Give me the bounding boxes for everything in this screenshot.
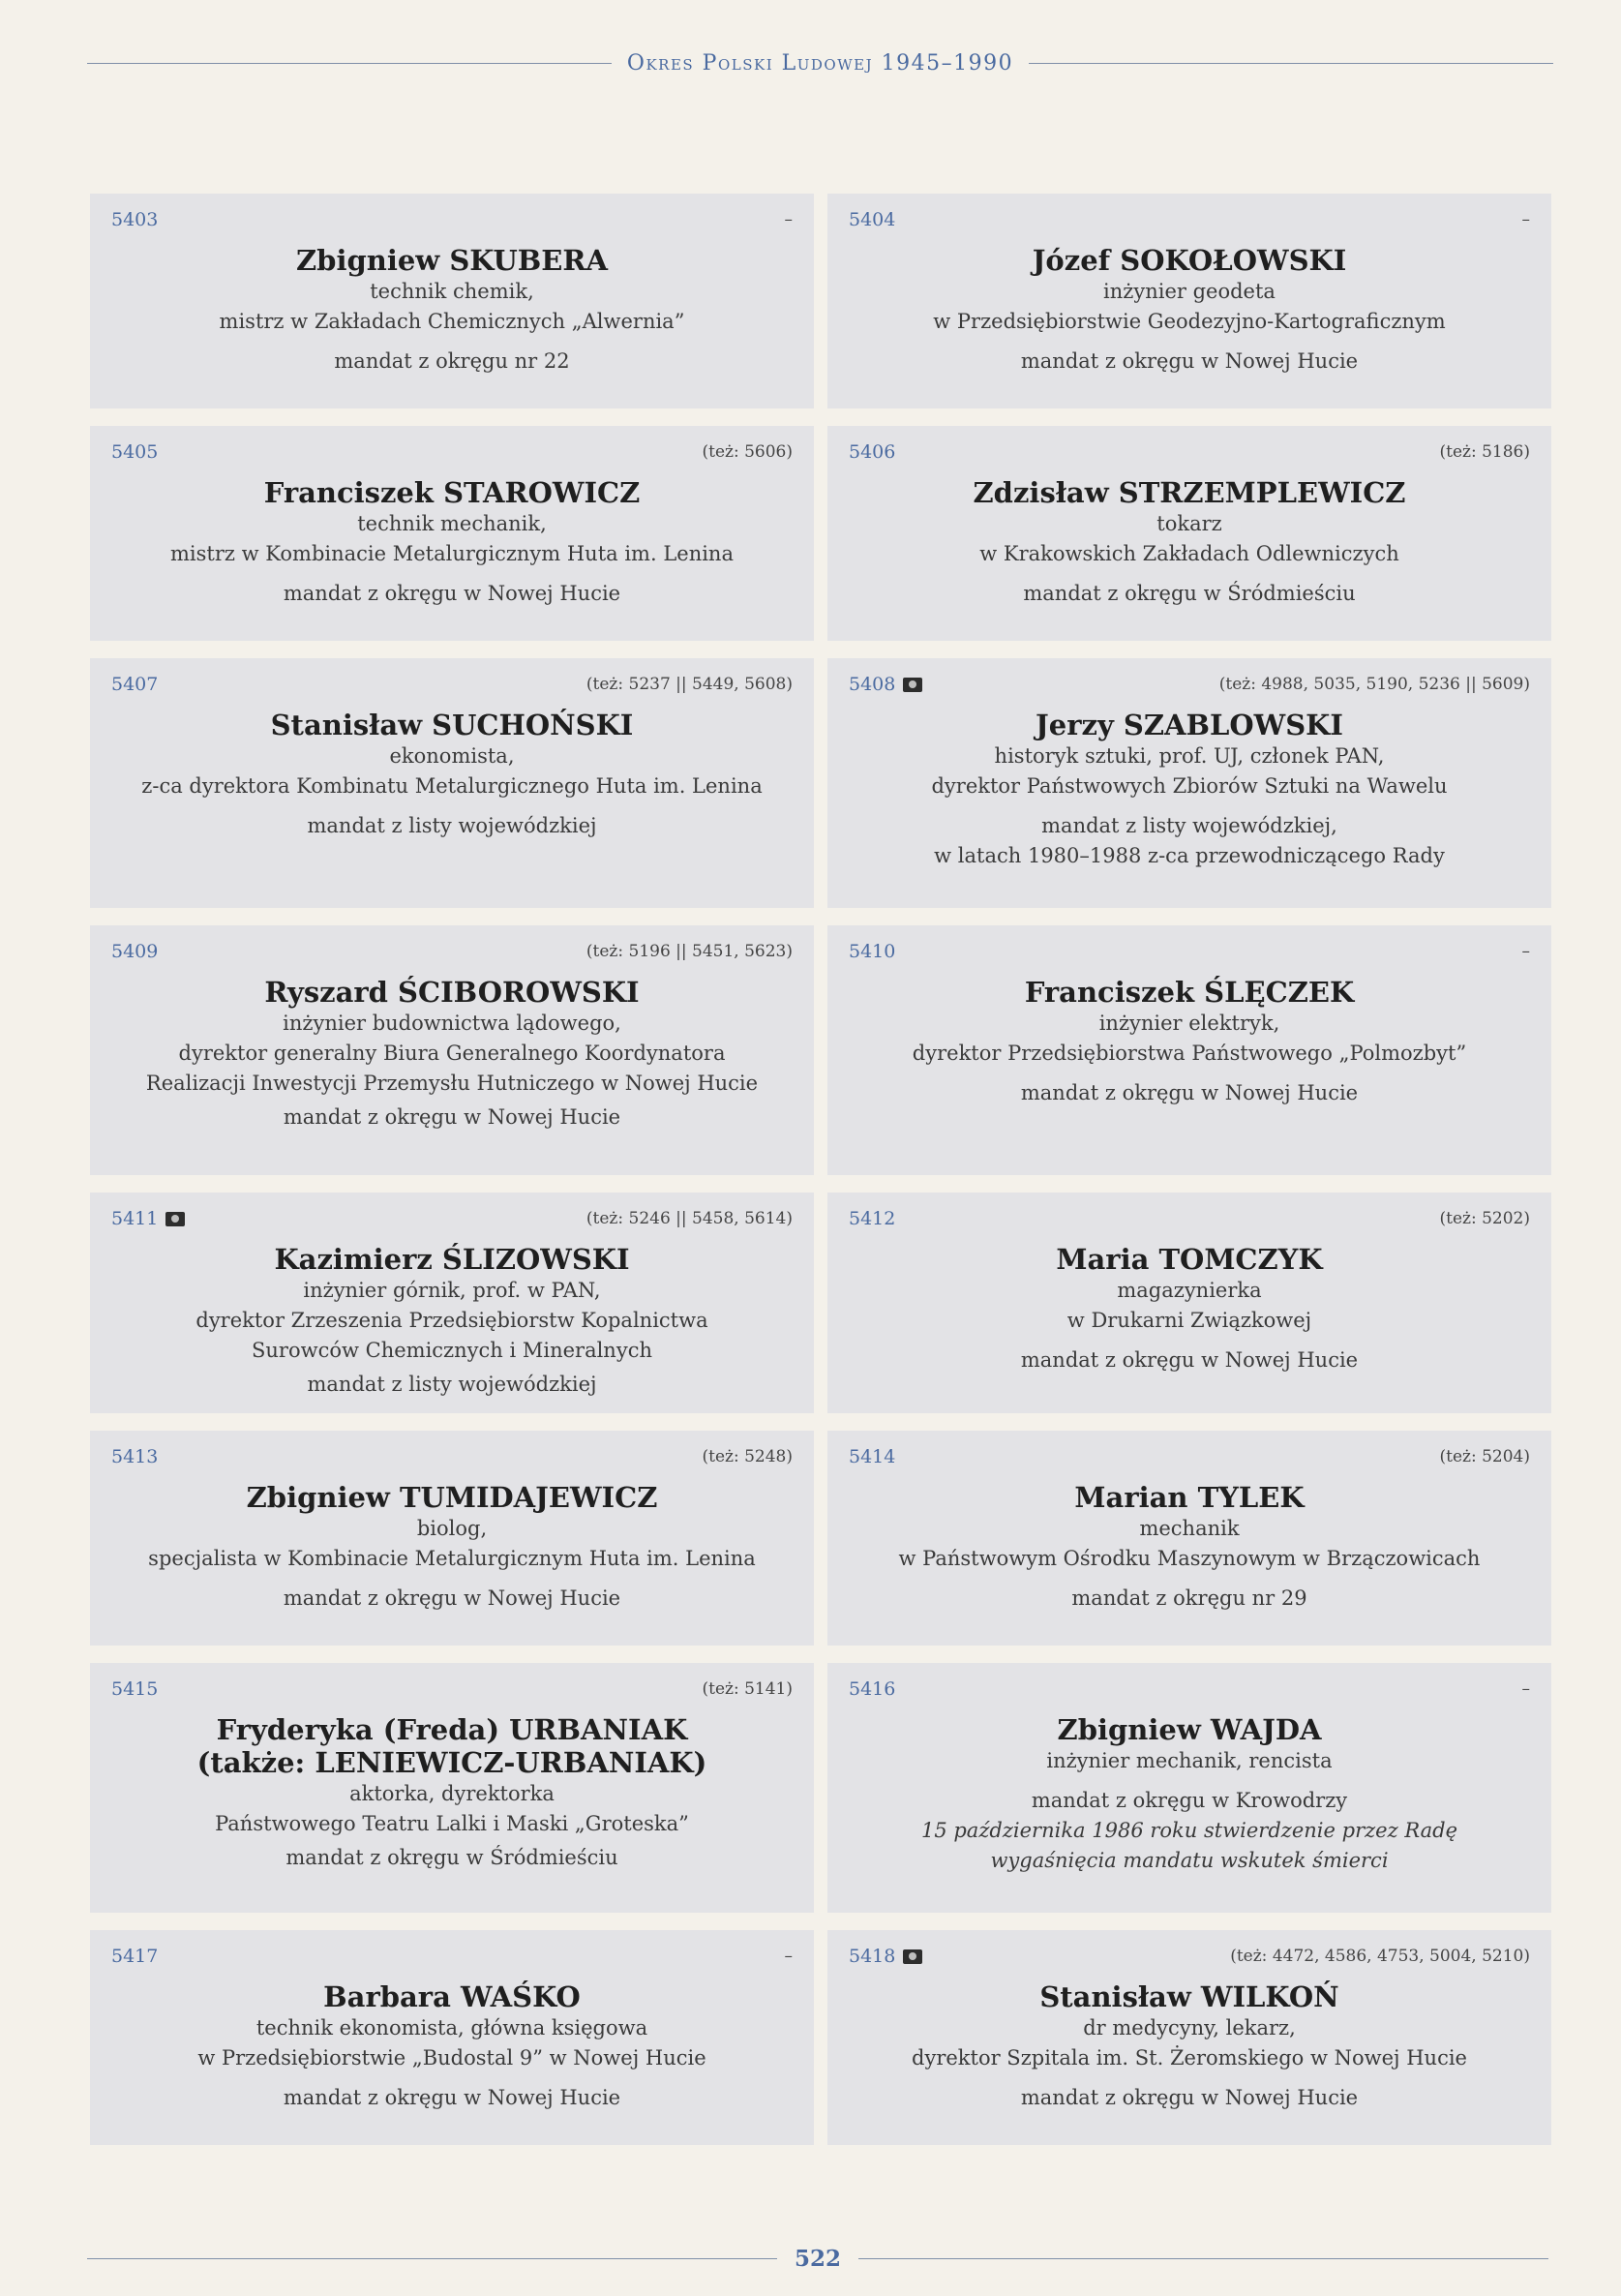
entry-line: dyrektor Przedsiębiorstwa Państwowego „Polmozbyt” xyxy=(912,1042,1467,1065)
entry-crossref: – xyxy=(1521,210,1530,229)
entry-mandate: mandat z okręgu w Nowej Hucie xyxy=(283,2086,621,2109)
entry-number: 5408 xyxy=(849,674,896,695)
entry-name: Stanisław WILKOŃ xyxy=(1039,1980,1339,2013)
entry-name: Barbara WAŚKO xyxy=(323,1980,581,2013)
entry-line: dr medycyny, lekarz, xyxy=(1083,2016,1296,2039)
entry-mandate: mandat z okręgu w Nowej Hucie xyxy=(283,582,621,605)
entry-card-5410 xyxy=(827,925,1551,1175)
entry-mandate: mandat z okręgu w Nowej Hucie xyxy=(1020,2086,1359,2109)
entry-card-5417 xyxy=(90,1930,814,2145)
entry-crossref: – xyxy=(1521,1679,1530,1699)
running-header xyxy=(87,48,1553,77)
entry-mandate: mandat z listy wojewódzkiej xyxy=(307,1373,597,1396)
entry-card-5406 xyxy=(827,426,1551,641)
entry-mandate: mandat z okręgu w Nowej Hucie xyxy=(283,1586,621,1610)
entry-note: 15 października 1986 roku stwierdzenie przez Radę xyxy=(920,1819,1458,1842)
entry-card-5415 xyxy=(90,1663,814,1913)
entry-line: mechanik xyxy=(1139,1517,1240,1540)
entry-card-5409 xyxy=(90,925,814,1175)
entry-crossref: (też: 5141) xyxy=(702,1679,793,1699)
entry-mandate: mandat z okręgu w Krowodrzy xyxy=(1031,1789,1348,1812)
header-rule-left xyxy=(87,63,612,64)
entry-line: magazynierka xyxy=(1117,1279,1262,1302)
entry-line: technik ekonomista, główna księgowa xyxy=(255,2016,648,2039)
entry-mandate: mandat z okręgu nr 29 xyxy=(1071,1586,1307,1610)
entry-number: 5409 xyxy=(111,941,159,962)
entry-card-5404 xyxy=(827,194,1551,408)
camera-icon xyxy=(903,678,922,692)
entry-line: technik mechanik, xyxy=(357,512,547,535)
entry-line: mistrz w Kombinacie Metalurgicznym Huta im. Lenina xyxy=(170,542,734,565)
entry-crossref: (też: 5186) xyxy=(1439,442,1530,462)
entry-line: mistrz w Zakładach Chemicznych „Alwernia” xyxy=(219,310,685,333)
entry-line: inżynier budownictwa lądowego, xyxy=(283,1012,621,1035)
camera-icon xyxy=(903,1949,922,1964)
entry-card-5411 xyxy=(90,1193,814,1413)
entry-name: Józef SOKOŁOWSKI xyxy=(1032,244,1347,277)
footer-rule-right xyxy=(858,2258,1548,2259)
entry-line: w Przedsiębiorstwie Geodezyjno-Kartograficznym xyxy=(933,310,1446,333)
entry-name: Franciszek ŚLĘCZEK xyxy=(1024,976,1355,1009)
entry-number: 5405 xyxy=(111,441,159,463)
entry-crossref: – xyxy=(1521,942,1530,961)
entry-mandate: mandat z okręgu w Nowej Hucie xyxy=(283,1105,621,1129)
entry-name: Stanisław SUCHOŃSKI xyxy=(270,709,634,741)
entry-line: w Drukarni Związkowej xyxy=(1066,1309,1312,1332)
entry-line: inżynier geodeta xyxy=(1103,280,1276,303)
entry-crossref: (też: 5246 || 5458, 5614) xyxy=(585,1209,793,1228)
entry-number: 5418 xyxy=(849,1946,896,1967)
entry-card-5403 xyxy=(90,194,814,408)
entry-card-5412 xyxy=(827,1193,1551,1413)
entry-line: tokarz xyxy=(1156,512,1222,535)
page-number: 522 xyxy=(795,2245,842,2272)
entry-mandate: mandat z okręgu nr 22 xyxy=(334,349,570,373)
entry-number: 5413 xyxy=(111,1446,159,1467)
entry-number-wrap xyxy=(849,674,922,695)
entry-line: dyrektor Państwowych Zbiorów Sztuki na Wawelu xyxy=(931,774,1448,798)
entry-mandate: mandat z okręgu w Śródmieściu xyxy=(1023,582,1356,605)
entry-line: historyk sztuki, prof. UJ, członek PAN, xyxy=(994,744,1385,768)
entry-name: Zdzisław STRZEMPLEWICZ xyxy=(973,476,1406,509)
entry-number: 5403 xyxy=(111,209,159,230)
entry-line: specjalista w Kombinacie Metalurgicznym Huta im. Lenina xyxy=(148,1547,756,1570)
entry-crossref: (też: 5237 || 5449, 5608) xyxy=(585,675,793,694)
entry-line: Surowców Chemicznych i Mineralnych xyxy=(252,1339,652,1362)
running-header-title: Okres Polski Ludowej 1945–1990 xyxy=(626,50,1014,76)
entry-crossref: (też: 4472, 4586, 4753, 5004, 5210) xyxy=(1230,1947,1530,1966)
entry-line: biolog, xyxy=(416,1517,488,1540)
entry-number: 5407 xyxy=(111,674,159,695)
entry-mandate: mandat z listy wojewódzkiej, xyxy=(1041,814,1337,837)
entry-crossref: (też: 5248) xyxy=(702,1447,793,1466)
entry-line: dyrektor Zrzeszenia Przedsiębiorstw Kopalnictwa xyxy=(195,1309,708,1332)
entry-line: Realizacji Inwestycji Przemysłu Hutniczego w Nowej Hucie xyxy=(145,1072,759,1095)
entry-card-5413 xyxy=(90,1431,814,1646)
entry-line: w Krakowskich Zakładach Odlewniczych xyxy=(979,542,1399,565)
entry-mandate: mandat z listy wojewódzkiej xyxy=(307,814,597,837)
entry-line: dyrektor generalny Biura Generalnego Koordynatora xyxy=(178,1042,726,1065)
entry-mandate: w latach 1980–1988 z-ca przewodniczącego Rady xyxy=(934,844,1445,867)
entry-crossref: (też: 4988, 5035, 5190, 5236 || 5609) xyxy=(1218,675,1530,694)
entry-number: 5416 xyxy=(849,1678,896,1700)
entry-crossref: – xyxy=(784,1947,793,1966)
entry-name: Franciszek STAROWICZ xyxy=(263,476,641,509)
entry-card-5408 xyxy=(827,658,1551,908)
entry-crossref: – xyxy=(784,210,793,229)
entry-line: inżynier elektryk, xyxy=(1098,1012,1280,1035)
entry-line: Państwowego Teatru Lalki i Maski „Groteska” xyxy=(215,1812,689,1835)
entry-name: Ryszard ŚCIBOROWSKI xyxy=(264,976,640,1009)
entry-crossref: (też: 5202) xyxy=(1439,1209,1530,1228)
entry-number: 5412 xyxy=(849,1208,896,1229)
entry-number: 5411 xyxy=(111,1208,159,1229)
entry-line: technik chemik, xyxy=(370,280,534,303)
camera-icon xyxy=(165,1212,185,1226)
entry-card-5407 xyxy=(90,658,814,908)
entry-name: Jerzy SZABLOWSKI xyxy=(1036,709,1343,741)
entry-line: aktorka, dyrektorka xyxy=(349,1782,555,1805)
entry-line: w Przedsiębiorstwie „Budostal 9” w Nowej Hucie xyxy=(197,2046,706,2069)
entry-name: Marian TYLEK xyxy=(1074,1481,1305,1514)
entry-name: Zbigniew WAJDA xyxy=(1057,1713,1322,1746)
entry-number: 5417 xyxy=(111,1946,159,1967)
entry-crossref: (też: 5196 || 5451, 5623) xyxy=(585,942,793,961)
entry-line: inżynier górnik, prof. w PAN, xyxy=(303,1279,601,1302)
entries-grid xyxy=(90,194,1551,2162)
entry-name: Zbigniew SKUBERA xyxy=(296,244,608,277)
entry-number: 5404 xyxy=(849,209,896,230)
entry-number: 5415 xyxy=(111,1678,159,1700)
entry-line: z-ca dyrektora Kombinatu Metalurgicznego Huta im. Lenina xyxy=(141,774,763,798)
entry-card-5418 xyxy=(827,1930,1551,2145)
entry-number: 5406 xyxy=(849,441,896,463)
entry-number: 5414 xyxy=(849,1446,896,1467)
entry-card-5405 xyxy=(90,426,814,641)
entry-number-wrap xyxy=(111,1208,185,1229)
entry-line: w Państwowym Ośrodku Maszynowym w Brzączowicach xyxy=(898,1547,1481,1570)
entry-crossref: (też: 5204) xyxy=(1439,1447,1530,1466)
entry-note: wygaśnięcia mandatu wskutek śmierci xyxy=(990,1849,1389,1872)
entry-alt-name: (także: LENIEWICZ-URBANIAK) xyxy=(196,1746,707,1779)
entry-name: Fryderyka (Freda) URBANIAK xyxy=(216,1713,688,1746)
entry-line: dyrektor Szpitala im. St. Żeromskiego w Nowej Hucie xyxy=(912,2046,1467,2069)
entry-number-wrap xyxy=(849,1946,922,1967)
entry-card-5414 xyxy=(827,1431,1551,1646)
entry-mandate: mandat z okręgu w Nowej Hucie xyxy=(1020,349,1359,373)
entry-name: Maria TOMCZYK xyxy=(1056,1243,1323,1276)
header-rule-right xyxy=(1029,63,1553,64)
entry-line: inżynier mechanik, rencista xyxy=(1046,1749,1333,1772)
entry-crossref: (też: 5606) xyxy=(702,442,793,462)
entry-mandate: mandat z okręgu w Śródmieściu xyxy=(285,1846,618,1869)
entry-name: Zbigniew TUMIDAJEWICZ xyxy=(246,1481,658,1514)
footer-rule-left xyxy=(87,2258,777,2259)
entry-line: ekonomista, xyxy=(389,744,515,768)
entry-card-5416 xyxy=(827,1663,1551,1913)
entry-number: 5410 xyxy=(849,941,896,962)
entry-name: Kazimierz ŚLIZOWSKI xyxy=(274,1243,630,1276)
entry-mandate: mandat z okręgu w Nowej Hucie xyxy=(1020,1348,1359,1372)
entry-mandate: mandat z okręgu w Nowej Hucie xyxy=(1020,1081,1359,1104)
page-footer xyxy=(87,2244,1548,2273)
